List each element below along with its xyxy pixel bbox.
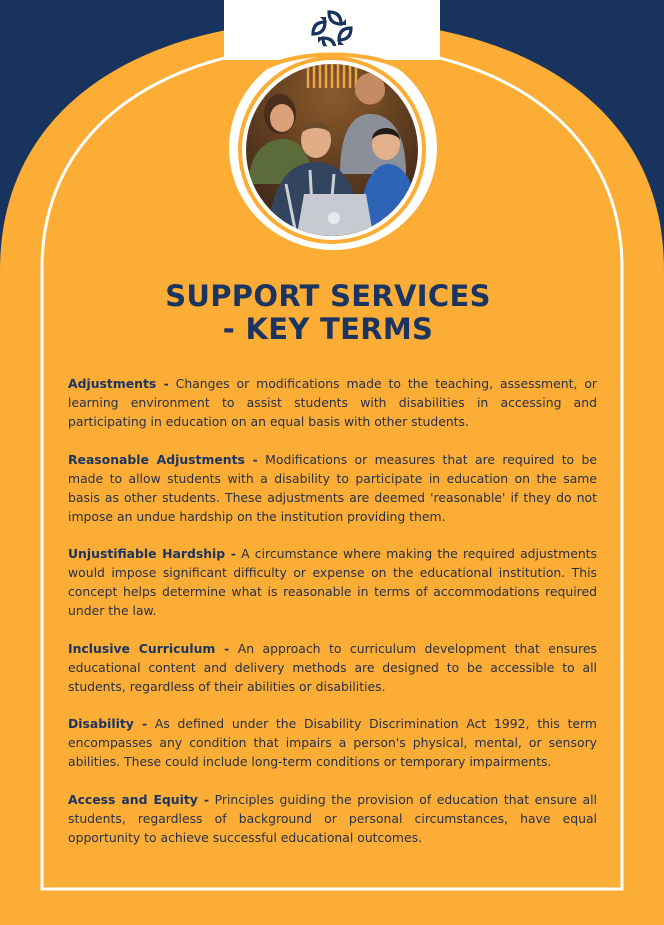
- page-title-line-2: - KEY TERMS: [222, 312, 434, 346]
- term-disability: [68, 714, 597, 771]
- term-definition: As defined under the Disability Discrimination Act 1992, this term encompasses any condition that impairs a person's physical, mental, or sensory abilities. These could include long-term conditions or temporary impairments.: [68, 716, 597, 769]
- term-name: Adjustments -: [68, 376, 169, 391]
- term-definition: A circumstance where making the required adjustments would impose significant difficulty or expense on the educational institution. This concept helps determine what is reasonable in terms of accommodations required under the law.: [68, 546, 597, 618]
- students-with-laptop-photo: [228, 44, 438, 252]
- page-title-line-1: SUPPORT SERVICES: [165, 279, 491, 313]
- key-terms-list: [68, 374, 597, 865]
- term-name: Reasonable Adjustments -: [68, 451, 258, 467]
- term-name: Unjustifiable Hardship -: [68, 546, 236, 561]
- term-definition: Changes or modifications made to the teaching, assessment, or learning environment to assist students with disabilities in accessing and participating in education on an equal basis with other students.: [68, 376, 597, 429]
- term-unjustifiable-hardship: [68, 544, 597, 620]
- term-reasonable-adjustments: [68, 450, 597, 526]
- term-inclusive-curriculum: [68, 639, 597, 696]
- term-definition: Modifications or measures that are required to be made to allow students with a disability to participate in education on the same basis as other students. These adjustments are deemed 'reasonable' if they do not impose an undue hardship on the institution providing them.: [68, 451, 598, 524]
- term-definition: Principles guiding the provision of education that ensure all students, regardless of background or personal circumstances, have equal opportunity to achieve successful educational outcomes.: [68, 791, 597, 845]
- term-access-and-equity: [68, 790, 597, 847]
- term-adjustments: [68, 374, 597, 431]
- term-name: Inclusive Curriculum -: [68, 640, 230, 656]
- page-title: [70, 280, 586, 346]
- term-name: Access and Equity -: [68, 791, 209, 807]
- term-definition: An approach to curriculum development that ensures educational content and delivery methods are designed to be accessible to all students, regardless of their abilities or disabilities.: [68, 640, 597, 694]
- term-name: Disability -: [68, 716, 148, 731]
